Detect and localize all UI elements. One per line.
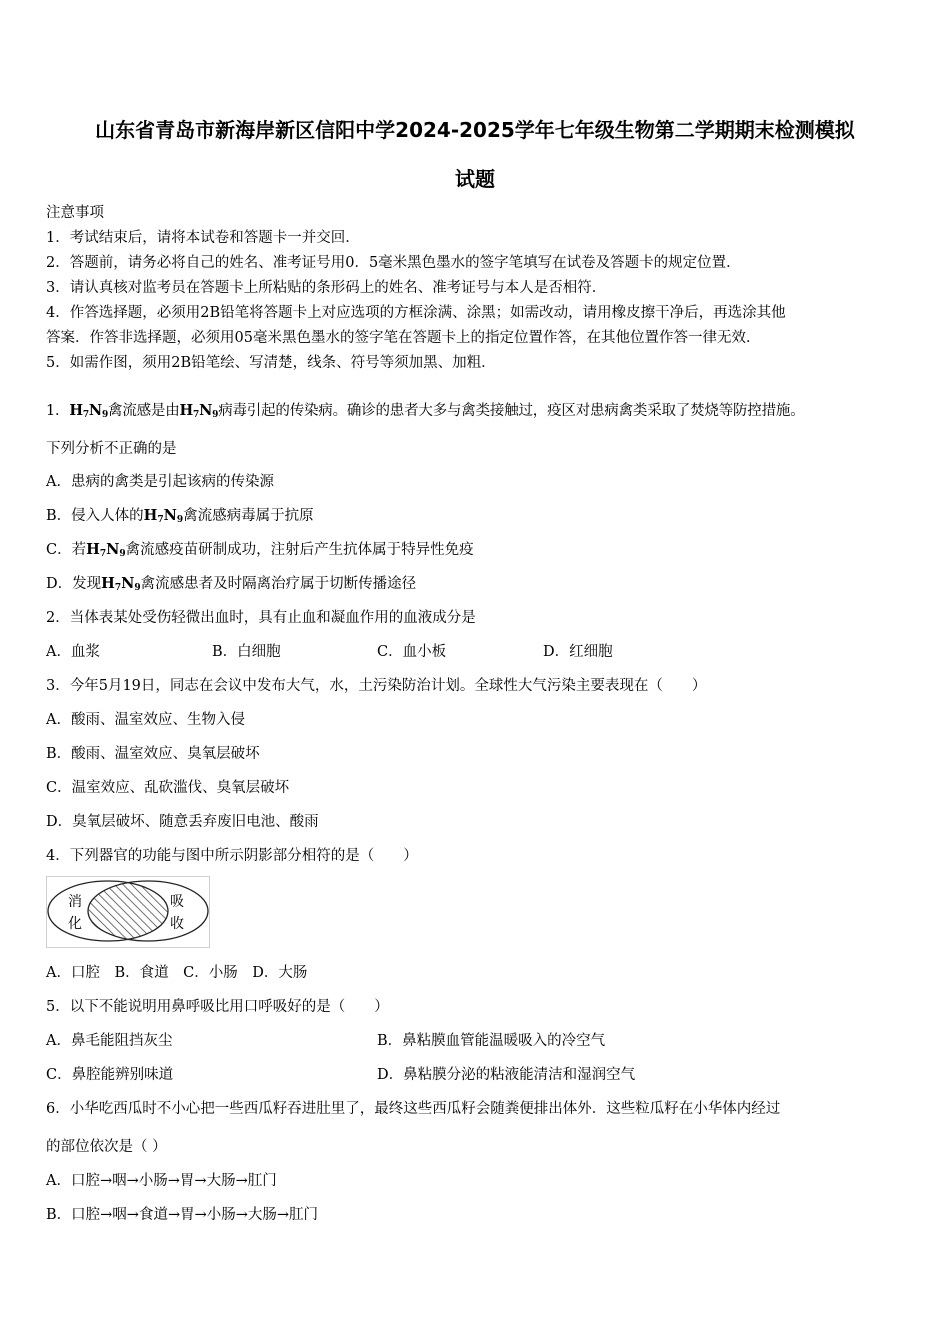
formula-h: H	[69, 402, 83, 419]
formula-h: H	[101, 575, 115, 592]
notice-item-5: 5．如需作图，须用2B铅笔绘、写清楚，线条、符号等须加黑、加粗．	[46, 355, 496, 371]
q1-option-c-suffix: 禽流感疫苗研制成功，注射后产生抗体属于特异性免疫	[125, 542, 474, 558]
q1-stem	[46, 401, 805, 425]
q3-option-b: B．酸雨、温室效应、臭氧层破坏	[46, 746, 260, 762]
q3-option-c: C．温室效应、乱砍滥伐、臭氧层破坏	[46, 780, 290, 796]
q5-option-b: B．鼻粘膜血管能温暖吸入的冷空气	[377, 1033, 606, 1049]
q5-option-a: A．鼻毛能阻挡灰尘	[46, 1033, 173, 1049]
formula-n: N	[88, 402, 102, 419]
formula-sub-9: 9	[176, 515, 184, 525]
q2-option-b: B．白细胞	[212, 644, 281, 660]
q1-stem-text-b: 病毒引起的传染病。确诊的患者大多与禽类接触过，疫区对患病禽类采取了焚烧等防控措施。	[218, 403, 805, 419]
q1-option-d-suffix: 禽流感患者及时隔离治疗属于切断传播途径	[140, 576, 417, 592]
notice-item-2: 2．答题前，请务必将自己的姓名、准考证号用0．5毫米黑色墨水的签字笔填写在试卷及答题卡的规定位置．	[46, 255, 741, 271]
formula-n: N	[106, 541, 120, 558]
q1-option-b-prefix: B．侵入人体的	[46, 508, 144, 524]
formula-h: H	[86, 541, 100, 558]
formula-n: N	[121, 575, 135, 592]
notice-item-3: 3．请认真核对监考员在答题卡上所粘贴的条形码上的姓名、准考证号与本人是否相符．	[46, 280, 607, 296]
notice-item-4: 4．作答选择题，必须用2B铅笔将答题卡上对应选项的方框涂满、涂黑；如需改动，请用橡皮擦干净后，再选涂其他	[46, 305, 786, 321]
formula-sub-9: 9	[212, 410, 219, 420]
q1-option-b	[46, 506, 314, 530]
formula-h: H	[179, 402, 194, 419]
q1-option-c	[46, 540, 474, 564]
q1-option-d-prefix: D．发现	[46, 576, 102, 592]
label-digestion-2: 化	[68, 916, 82, 932]
q2-option-d: D．红细胞	[543, 644, 613, 660]
q1-stem-text-a: 禽流感是由	[108, 403, 180, 419]
q2-option-a: A．血浆	[46, 644, 100, 660]
q3-option-d: D．臭氧层破坏、随意丢弃废旧电池、酸雨	[46, 814, 319, 830]
q3-option-a: A．酸雨、温室效应、生物入侵	[46, 712, 245, 728]
formula-sub-7: 7	[114, 583, 122, 593]
notice-item-1: 1．考试结束后，请将本试卷和答题卡一并交回．	[46, 230, 360, 246]
q1-stem-continued: 下列分析不正确的是	[46, 441, 177, 457]
formula-n: N	[163, 507, 177, 524]
notice-heading: 注意事项	[46, 205, 104, 221]
formula-sub-7: 7	[82, 410, 89, 420]
label-digestion-1: 消	[68, 894, 82, 910]
q1-option-d	[46, 574, 416, 598]
formula-sub-9: 9	[101, 410, 109, 420]
q1-option-a: A．患病的禽类是引起该病的传染源	[46, 474, 274, 490]
exam-title-continued: 试题	[455, 167, 495, 191]
formula-sub-7: 7	[99, 549, 107, 559]
q6-option-a: A．口腔→咽→小肠→胃→大肠→肛门	[46, 1173, 277, 1189]
formula-n: N	[199, 402, 213, 419]
notice-item-4-continued: 答案．作答非选择题，必须用05毫米黑色墨水的签字笔在答题卡上的指定位置作答，在其他位置作答一律无效．	[46, 330, 761, 346]
venn-diagram	[46, 876, 210, 948]
q5-option-c: C．鼻腔能辨别味道	[46, 1067, 174, 1083]
q3-stem: 3．今年5月19日，同志在会议中发布大气，水，土污染防治计划。全球性大气污染主要表现在（ ）	[46, 678, 707, 694]
q2-option-c: C．血小板	[377, 644, 447, 660]
q4-stem: 4．下列器官的功能与图中所示阴影部分相符的是（ ）	[46, 848, 418, 864]
q6-stem-continued: 的部位依次是（ ）	[46, 1139, 167, 1155]
label-absorption-1: 吸	[170, 894, 184, 910]
formula-sub-7: 7	[193, 410, 200, 420]
q6-option-b: B．口腔→咽→食道→胃→小肠→大肠→肛门	[46, 1207, 319, 1223]
q5-stem: 5．以下不能说明用鼻呼吸比用口呼吸好的是（ ）	[46, 999, 389, 1015]
q6-stem: 6．小华吃西瓜时不小心把一些西瓜籽吞进肚里了，最终这些西瓜籽会随粪便排出体外．这些粒瓜籽在小华体内经过	[46, 1101, 781, 1117]
formula-sub-9: 9	[119, 549, 126, 559]
q5-option-d: D．鼻粘膜分泌的粘液能清洁和湿润空气	[377, 1067, 636, 1083]
exam-title: 山东省青岛市新海岸新区信阳中学2024-2025学年七年级生物第二学期期末检测模拟	[95, 118, 855, 142]
formula-sub-7: 7	[157, 515, 164, 525]
q2-stem: 2．当体表某处受伤轻微出血时，具有止血和凝血作用的血液成分是	[46, 610, 476, 626]
label-absorption-2: 收	[170, 916, 184, 932]
formula-h: H	[143, 507, 158, 524]
q1-option-b-suffix: 禽流感病毒属于抗原	[183, 508, 314, 524]
q4-options: A．口腔 B．食道 C．小肠 D．大肠	[46, 965, 308, 981]
q1-number: 1．	[46, 403, 70, 419]
q1-option-c-prefix: C．若	[46, 542, 87, 558]
formula-sub-9: 9	[134, 583, 141, 593]
